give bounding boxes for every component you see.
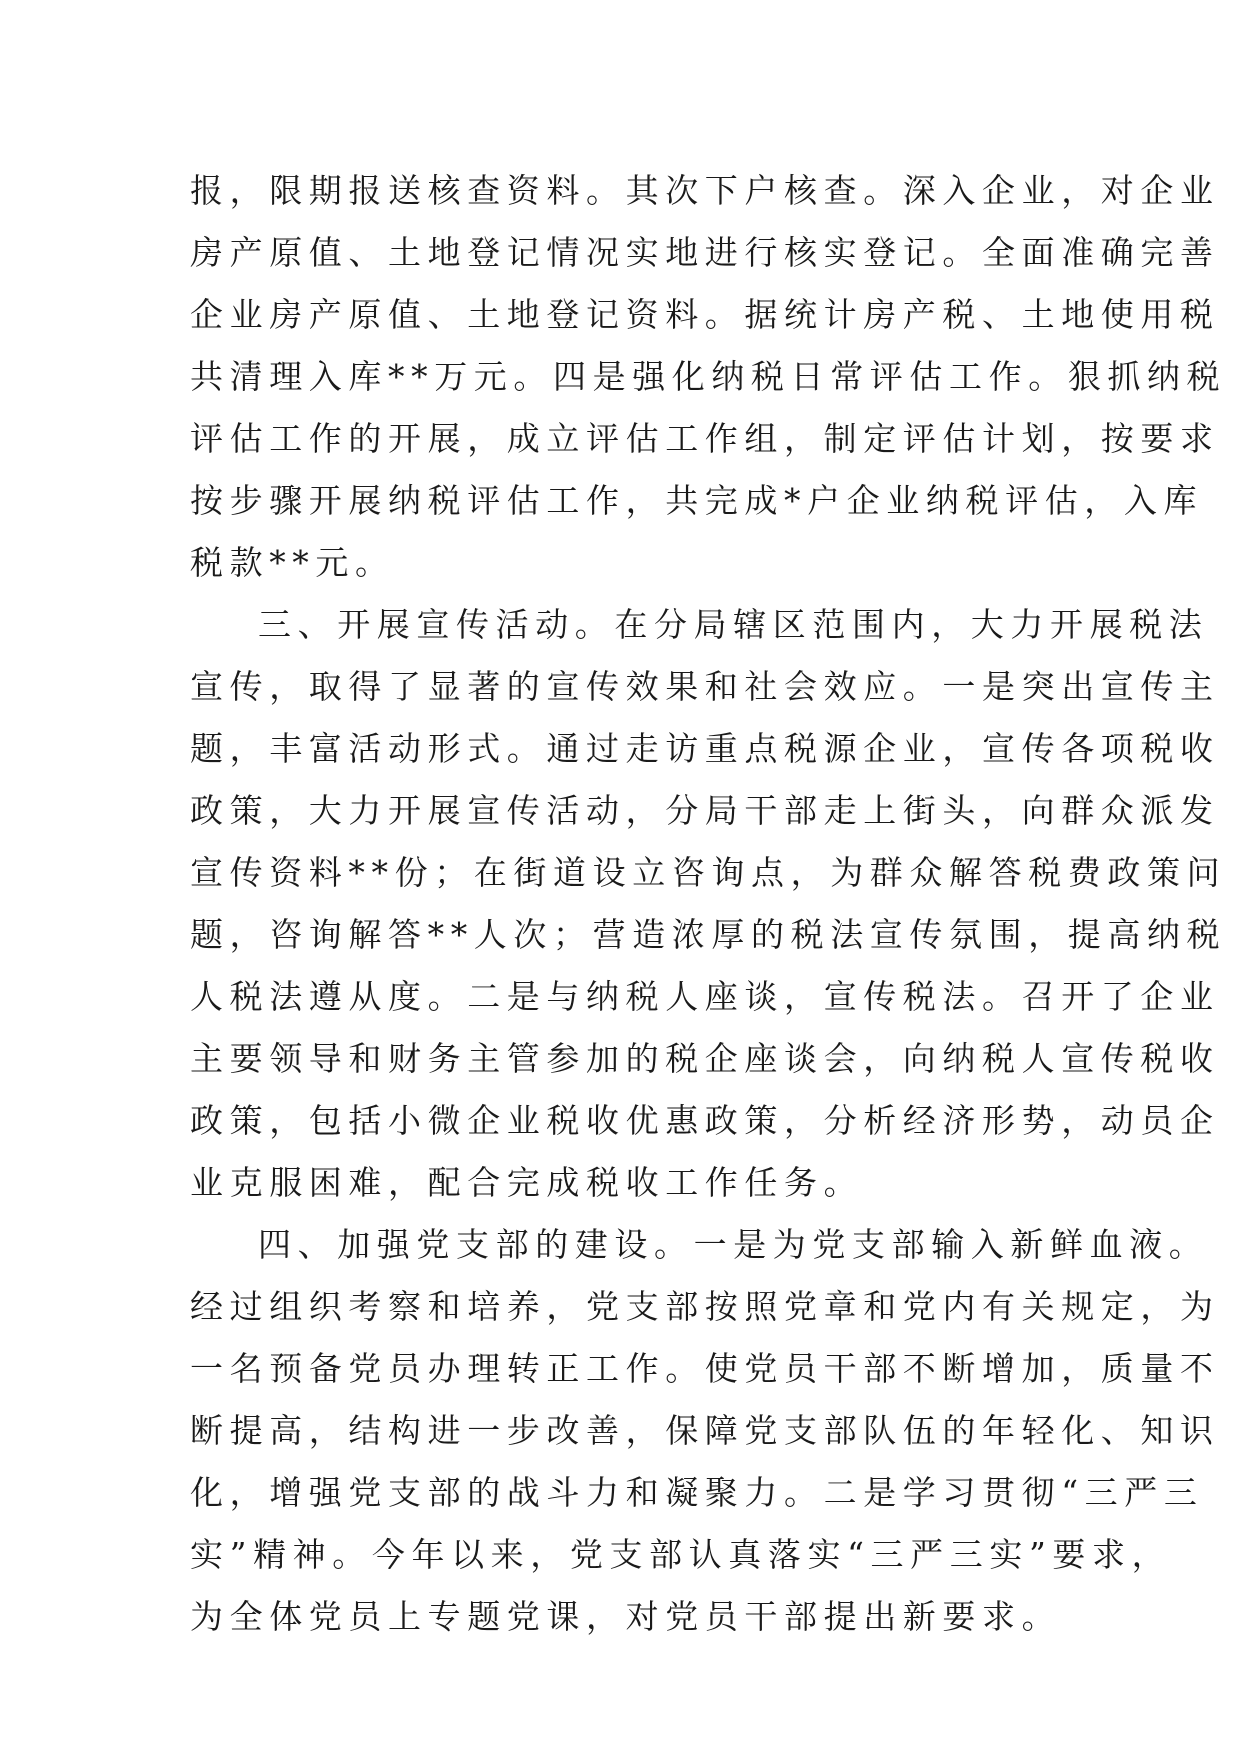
text-line: 政策，包括小微企业税收优惠政策，分析经济形势，动员企 xyxy=(190,1101,1220,1140)
text-line: 宣传资料**份；在街道设立咨询点，为群众解答税费政策问 xyxy=(190,853,1227,892)
text-line: 企业房产原值、土地登记资料。据统计房产税、土地使用税 xyxy=(190,295,1220,334)
text-line: 经过组织考察和培养，党支部按照党章和党内有关规定，为 xyxy=(190,1287,1220,1326)
text-line: 人税法遵从度。二是与纳税人座谈，宣传税法。召开了企业 xyxy=(190,977,1220,1016)
text-line: 评估工作的开展，成立评估工作组，制定评估计划，按要求 xyxy=(190,419,1220,458)
text-line: 题，丰富活动形式。通过走访重点税源企业，宣传各项税收 xyxy=(190,729,1220,768)
text-line: 一名预备党员办理转正工作。使党员干部不断增加，质量不 xyxy=(190,1349,1220,1388)
text-line: 断提高，结构进一步改善，保障党支部队伍的年轻化、知识 xyxy=(190,1411,1220,1450)
text-line: 主要领导和财务主管参加的税企座谈会，向纳税人宣传税收 xyxy=(190,1039,1220,1078)
text-line: 政策，大力开展宣传活动，分局干部走上街头，向群众派发 xyxy=(190,791,1220,830)
text-line: 化，增强党支部的战斗力和凝聚力。二是学习贯彻“三严三 xyxy=(190,1473,1204,1512)
text-line: 房产原值、土地登记情况实地进行核实登记。全面准确完善 xyxy=(190,233,1220,272)
text-line: 业克服困难，配合完成税收工作任务。 xyxy=(190,1163,864,1202)
document-body xyxy=(190,160,1227,1648)
text-line: 四、加强党支部的建设。一是为党支部输入新鲜血液。 xyxy=(258,1225,1209,1264)
paragraph-2 xyxy=(190,594,1227,1214)
text-line: 实”精神。今年以来，党支部认真落实“三严三实”要求， xyxy=(190,1535,1172,1574)
text-line: 报，限期报送核查资料。其次下户核查。深入企业，对企业 xyxy=(190,171,1220,210)
text-line: 共清理入库**万元。四是强化纳税日常评估工作。狠抓纳税 xyxy=(190,357,1227,396)
text-line: 三、开展宣传活动。在分局辖区范围内，大力开展税法 xyxy=(258,605,1209,644)
text-line: 税款**元。 xyxy=(190,543,395,582)
paragraph-1 xyxy=(190,160,1227,594)
text-line: 按步骤开展纳税评估工作，共完成*户企业纳税评估，入库 xyxy=(190,481,1204,520)
text-line: 为全体党员上专题党课，对党员干部提出新要求。 xyxy=(190,1597,1062,1636)
text-line: 宣传，取得了显著的宣传效果和社会效应。一是突出宣传主 xyxy=(190,667,1220,706)
text-line: 题，咨询解答**人次；营造浓厚的税法宣传氛围，提高纳税 xyxy=(190,915,1227,954)
paragraph-3 xyxy=(190,1214,1220,1648)
